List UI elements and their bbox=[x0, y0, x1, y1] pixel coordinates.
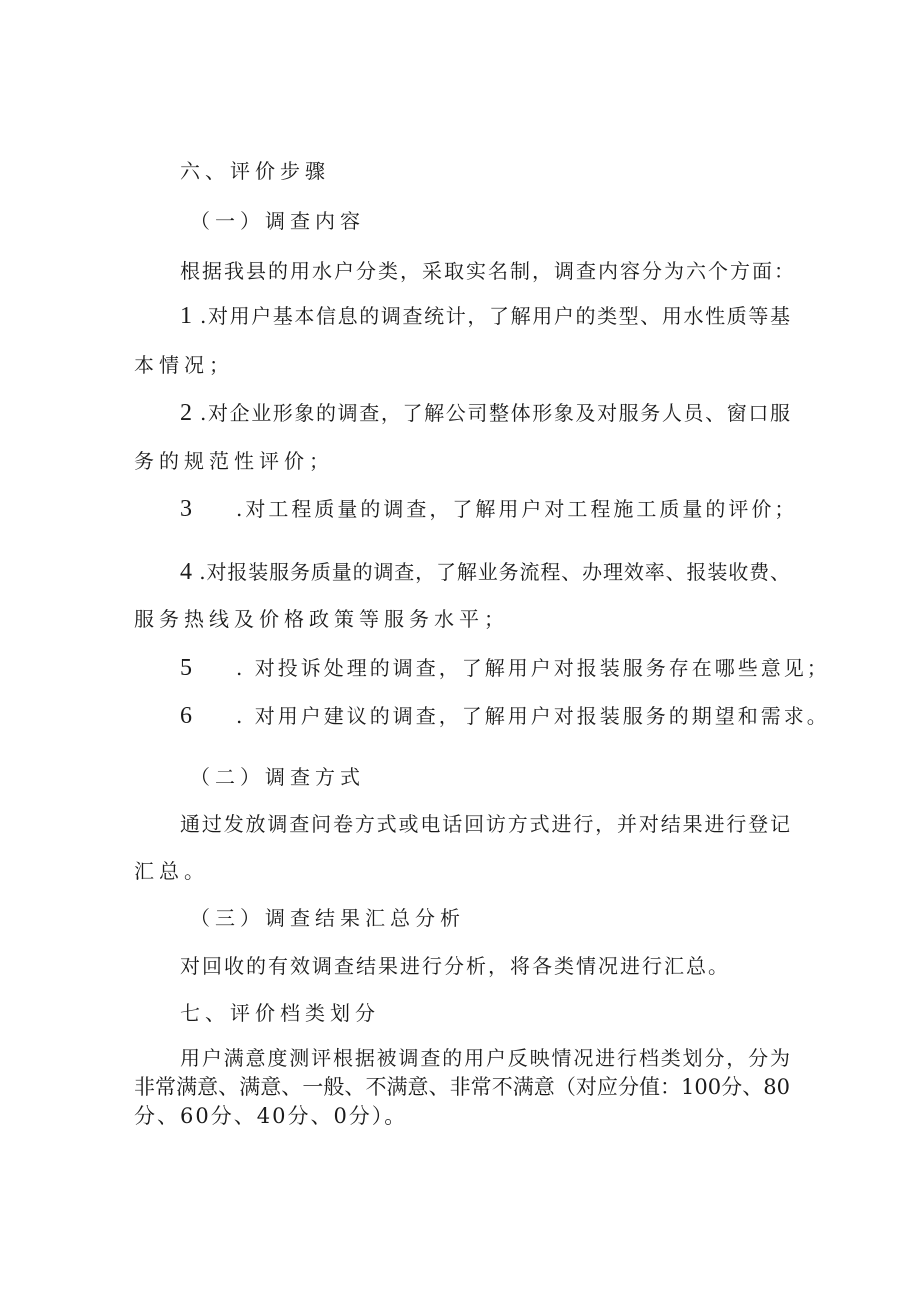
list-item-1-cont: 本情况； bbox=[134, 353, 234, 377]
sub1-intro: 根据我县的用水户分类，采取实名制，调查内容分为六个方面： bbox=[180, 259, 796, 283]
section7-text: 用户满意度测评根据被调查的用户反映情况进行档类划分，分为 bbox=[180, 1046, 790, 1070]
section7-text-end: 分、60分、40分、0分）。 bbox=[134, 1104, 408, 1128]
item-text: .对工程质量的调查，了解用户对工程施工质量的评价； bbox=[236, 497, 798, 521]
list-item-3 bbox=[180, 496, 797, 522]
item-text: .对用户基本信息的调查统计，了解用户的类型、用水性质等基 bbox=[199, 304, 791, 328]
item-text: .对报装服务质量的调查，了解业务流程、办理效率、报装收费、 bbox=[199, 560, 791, 584]
list-item-4 bbox=[180, 559, 790, 585]
list-item-6 bbox=[180, 703, 830, 729]
sub2-text-cont: 汇总。 bbox=[134, 859, 209, 883]
sub3-heading: （三）调查结果汇总分析 bbox=[190, 906, 465, 930]
section7-text-cont: 非常满意、满意、一般、不满意、非常不满意（对应分值：100分、80 bbox=[134, 1075, 790, 1099]
item-text: . 对投诉处理的调查，了解用户对报装服务存在哪些意见； bbox=[236, 656, 830, 680]
item-text: .对企业形象的调查，了解公司整体形象及对服务人员、窗口服 bbox=[199, 401, 791, 425]
sub2-heading: （二）调查方式 bbox=[190, 765, 365, 789]
sub3-text: 对回收的有效调查结果进行分析，将各类情况进行汇总。 bbox=[180, 954, 730, 978]
item-number: 4 bbox=[180, 559, 192, 585]
sub2-text: 通过发放调查问卷方式或电话回访方式进行，并对结果进行登记 bbox=[180, 812, 790, 836]
list-item-5 bbox=[180, 655, 830, 681]
item-number: 2 bbox=[180, 400, 192, 426]
item-number: 1 bbox=[180, 303, 192, 329]
item-number: 5 bbox=[180, 655, 192, 681]
item-number: 3 bbox=[180, 496, 192, 522]
list-item-1 bbox=[180, 303, 790, 329]
section6-heading: 六、评价步骤 bbox=[180, 159, 330, 183]
section7-heading: 七、评价档类划分 bbox=[180, 1001, 380, 1025]
item-number: 6 bbox=[180, 703, 192, 729]
list-item-4-cont: 服务热线及价格政策等服务水平； bbox=[134, 607, 509, 631]
list-item-2-cont: 务的规范性评价； bbox=[134, 449, 334, 473]
item-text: . 对用户建议的调查，了解用户对报装服务的期望和需求。 bbox=[236, 704, 830, 728]
list-item-2 bbox=[180, 400, 790, 426]
sub1-heading: （一）调查内容 bbox=[190, 209, 365, 233]
